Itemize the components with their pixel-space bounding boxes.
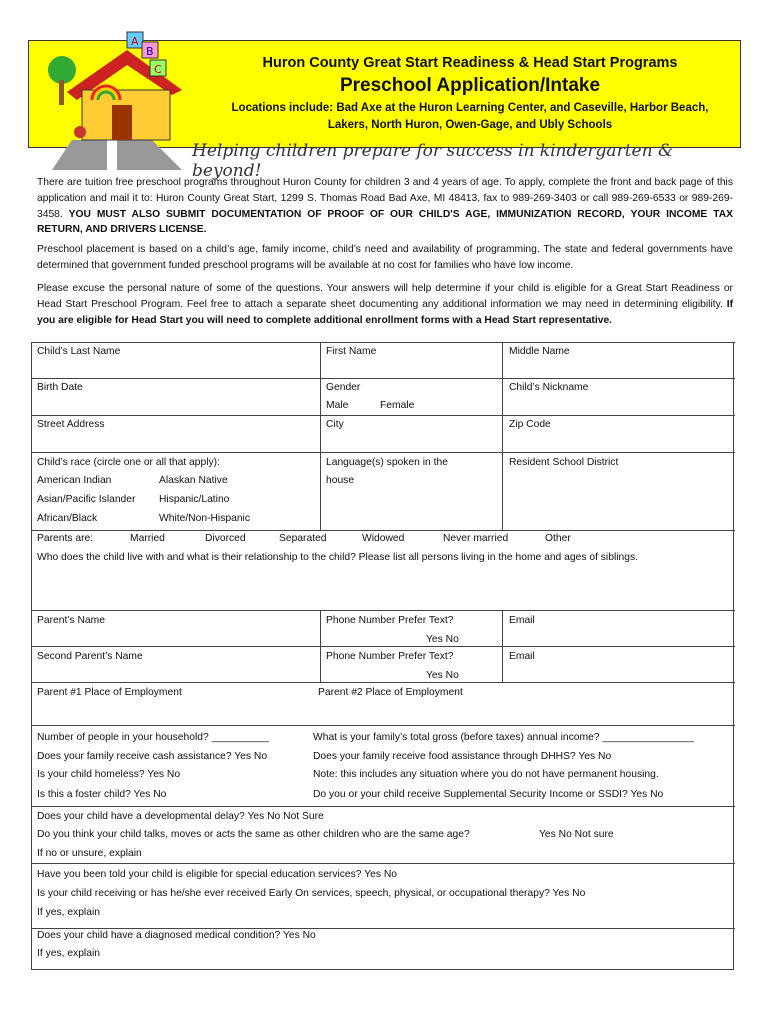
gender-male-option[interactable]: Male bbox=[326, 400, 349, 411]
parents-never-married-option[interactable]: Never married bbox=[443, 533, 509, 544]
tagline: Helping children prepare for success in kindergarten & beyond! bbox=[192, 141, 674, 181]
cash-assistance-question[interactable]: Does your family receive cash assistance? Yes No bbox=[37, 751, 268, 762]
gender-female-option[interactable]: Female bbox=[380, 400, 415, 411]
parents-separated-option[interactable]: Separated bbox=[279, 533, 327, 544]
form-line bbox=[32, 863, 735, 864]
middle-name-label[interactable]: Middle Name bbox=[509, 346, 570, 357]
parents-are-label: Parents are: bbox=[37, 533, 94, 544]
form-line bbox=[32, 378, 735, 379]
second-parent-prefer-text-option[interactable]: Yes No bbox=[426, 670, 459, 681]
intro-paragraph-2: Preschool placement is based on a child’s age, family income, child’s need and availability of programming. The state and federal governments have determined that government funded preschool programs will be available at no cost for families who have low income. bbox=[37, 244, 733, 271]
form-line bbox=[320, 610, 321, 682]
birth-date-label[interactable]: Birth Date bbox=[37, 382, 83, 393]
zip-code-label[interactable]: Zip Code bbox=[509, 419, 551, 430]
explain-yes-field[interactable]: If yes, explain bbox=[37, 907, 100, 918]
parent-phone-label[interactable]: Phone Number Prefer Text? bbox=[326, 615, 454, 626]
explain-unsure-field[interactable]: If no or unsure, explain bbox=[37, 848, 142, 859]
locations-line-2: Lakers, North Huron, Owen-Gage, and Ubly Schools bbox=[327, 119, 613, 131]
race-alaskan-native-option[interactable]: Alaskan Native bbox=[159, 475, 228, 486]
intro-paragraph-3 bbox=[37, 281, 733, 328]
svg-text:B: B bbox=[146, 45, 154, 58]
first-name-label[interactable]: First Name bbox=[326, 346, 377, 357]
form-line bbox=[32, 928, 735, 929]
parents-widowed-option[interactable]: Widowed bbox=[362, 533, 405, 544]
foster-question[interactable]: Is this a foster child? Yes No bbox=[37, 789, 167, 800]
city-label[interactable]: City bbox=[326, 419, 344, 430]
parent-prefer-text-option[interactable]: Yes No bbox=[426, 634, 459, 645]
talks-moves-question[interactable]: Do you think your child talks, moves or acts the same as other children who are the same age? bbox=[37, 829, 470, 840]
form-line bbox=[502, 342, 503, 530]
intro-p3-bold: If you are eligible for Head Start you will need to complete additional enrollment forms with a Head Start representative. bbox=[37, 298, 733, 326]
parents-married-option[interactable]: Married bbox=[130, 533, 165, 544]
street-address-label[interactable]: Street Address bbox=[37, 419, 105, 430]
early-on-question[interactable]: Is your child receiving or has he/she ever received Early On services, speech, physical, or occupational therapy? Yes No bbox=[37, 888, 586, 899]
parent2-employment-label[interactable]: Parent #2 Place of Employment bbox=[318, 687, 463, 698]
svg-text:C: C bbox=[154, 63, 162, 76]
school-district-label[interactable]: Resident School District bbox=[509, 457, 619, 468]
race-american-indian-option[interactable]: American Indian bbox=[37, 475, 112, 486]
second-parent-name-label[interactable]: Second Parent’s Name bbox=[37, 651, 143, 662]
race-hispanic-option[interactable]: Hispanic/Latino bbox=[159, 494, 230, 505]
preschool-house-logo bbox=[32, 20, 202, 170]
second-parent-phone-label[interactable]: Phone Number Prefer Text? bbox=[326, 651, 454, 662]
food-assistance-question[interactable]: Does your family receive food assistance through DHHS? Yes No bbox=[313, 751, 612, 762]
form-line bbox=[502, 610, 503, 682]
form-line bbox=[320, 342, 321, 530]
parent-email-label[interactable]: Email bbox=[509, 615, 535, 626]
special-education-question[interactable]: Have you been told your child is eligible for special education services? Yes No bbox=[37, 869, 398, 880]
ssi-question[interactable]: Do you or your child receive Supplemental Security Income or SSDI? Yes No bbox=[313, 789, 664, 800]
form-line bbox=[32, 530, 735, 531]
parent-name-label[interactable]: Parent’s Name bbox=[37, 615, 105, 626]
intro-p1-bold: YOU MUST ALSO SUBMIT DOCUMENTATION OF PROOF OF OUR CHILD'S AGE, IMMUNIZATION RECORD, YOUR INCOME TAX RETURN, AND DRIVERS LICENSE. bbox=[37, 208, 733, 236]
language-label[interactable]: Language(s) spoken in the bbox=[326, 457, 448, 468]
language-label-2: house bbox=[326, 475, 355, 486]
last-name-label[interactable]: Child’s Last Name bbox=[37, 346, 121, 357]
parents-other-option[interactable]: Other bbox=[545, 533, 571, 544]
race-asian-option[interactable]: Asian/Pacific Islander bbox=[37, 494, 136, 505]
form-title: Preschool Application/Intake bbox=[339, 75, 601, 96]
intro-p1-text: There are tuition free preschool programs throughout Huron County for children 3 and 4 years of age. To apply, complete the front and back page of this application and mail it to: Huron County Great Start, 1299 S. Thomas Road Bad Axe, MI 48413, fax to 989-269-3403 or call 989-269-6533 or 989-269-3458. bbox=[37, 177, 733, 220]
program-title: Huron County Great Start Readiness & Head Start Programs bbox=[262, 55, 678, 71]
form-line bbox=[32, 806, 735, 807]
medical-condition-question[interactable]: Does your child have a diagnosed medical condition? Yes No bbox=[37, 930, 316, 941]
race-label: Child’s race (circle one or all that apply): bbox=[37, 457, 220, 468]
second-parent-email-label[interactable]: Email bbox=[509, 651, 535, 662]
form-line bbox=[32, 415, 735, 416]
developmental-delay-question[interactable]: Does your child have a developmental delay? Yes No Not Sure bbox=[37, 811, 324, 822]
nickname-label[interactable]: Child’s Nickname bbox=[509, 382, 589, 393]
talks-moves-answer[interactable]: Yes No Not sure bbox=[539, 829, 614, 840]
income-question[interactable]: What is your family’s total gross (before taxes) annual income? ________________ bbox=[313, 732, 695, 743]
parents-divorced-option[interactable]: Divorced bbox=[205, 533, 246, 544]
form-line bbox=[32, 646, 735, 647]
form-line bbox=[32, 610, 735, 611]
race-white-option[interactable]: White/Non-Hispanic bbox=[159, 513, 250, 524]
form-line bbox=[32, 725, 735, 726]
svg-text:A: A bbox=[131, 35, 139, 48]
locations-line-1: Locations include: Bad Axe at the Huron Learning Center, and Caseville, Harbor Beach, bbox=[231, 102, 709, 114]
parent1-employment-label[interactable]: Parent #1 Place of Employment bbox=[37, 687, 182, 698]
lives-with-label[interactable]: Who does the child live with and what is their relationship to the child? Please list all persons living in the home and ages of siblings. bbox=[37, 552, 638, 563]
homeless-question[interactable]: Is your child homeless? Yes No bbox=[37, 769, 181, 780]
intro-paragraph-1 bbox=[37, 175, 733, 238]
locations-text bbox=[205, 100, 735, 134]
form-line bbox=[32, 342, 735, 343]
explain-medical-field[interactable]: If yes, explain bbox=[37, 948, 100, 959]
race-african-option[interactable]: African/Black bbox=[37, 513, 98, 524]
homeless-note: Note: this includes any situation where you do not have permanent housing. bbox=[313, 769, 659, 780]
form-line bbox=[32, 682, 735, 683]
intro-p3-text: Please excuse the personal nature of some of the questions. Your answers will help determine if your child is eligible for a Great Start Readiness or Head Start Preschool Program. Feel free to attach a separate sheet documenting any additional information we may need in determining eligibility. bbox=[37, 283, 733, 310]
gender-label: Gender bbox=[326, 382, 361, 393]
household-size-question[interactable]: Number of people in your household? __________ bbox=[37, 732, 269, 743]
form-line bbox=[32, 452, 735, 453]
